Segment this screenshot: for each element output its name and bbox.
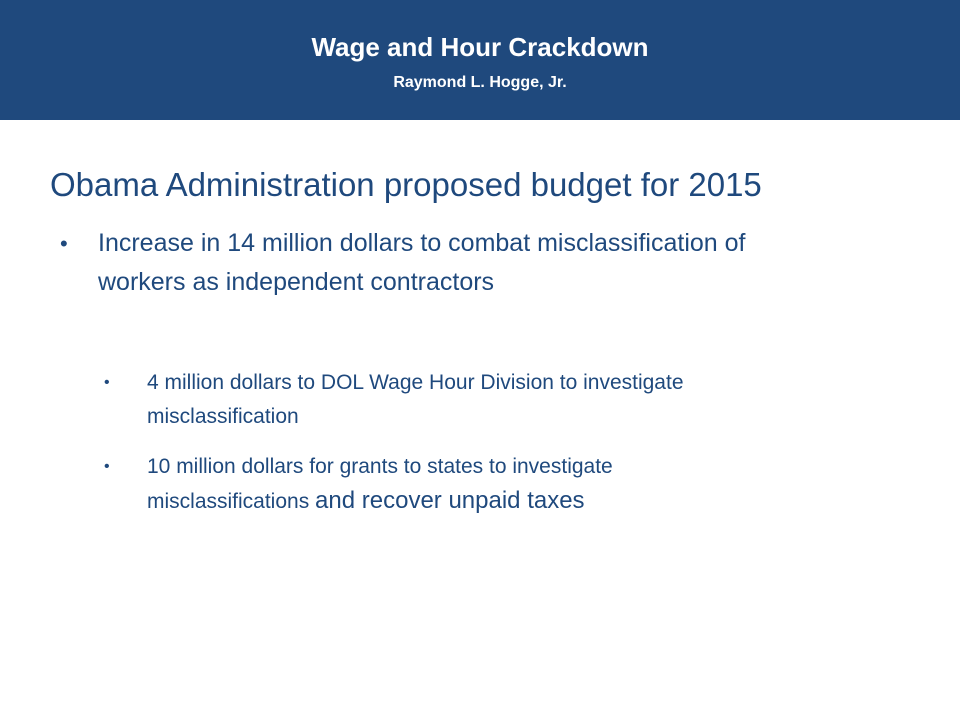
- bullet-marker: •: [60, 231, 68, 256]
- sub-bullet-text: [147, 366, 927, 434]
- header-title: Wage and Hour Crackdown: [311, 32, 649, 62]
- bullet-text: Increase in 14 million dollars to combat misclassification of workers as independent contractors: [98, 229, 746, 296]
- bullet-marker: •: [104, 374, 110, 391]
- sub-bullet-line: [147, 484, 927, 519]
- sub-bullet-line: misclassification: [147, 405, 299, 428]
- sub-bullet-text-small: misclassifications: [147, 490, 316, 513]
- sub-bullet-text-large: and recover unpaid taxes: [315, 487, 585, 514]
- sub-bullet-line: 4 million dollars to DOL Wage Hour Division to investigate: [147, 371, 684, 394]
- slide-heading: Obama Administration proposed budget for 2015: [50, 166, 762, 203]
- sub-bullet-text: [147, 450, 927, 519]
- sub-bullet-line: 10 million dollars for grants to states to investigate: [147, 455, 613, 478]
- header-subtitle: Raymond L. Hogge, Jr.: [393, 74, 567, 91]
- bullet-marker: •: [104, 458, 110, 475]
